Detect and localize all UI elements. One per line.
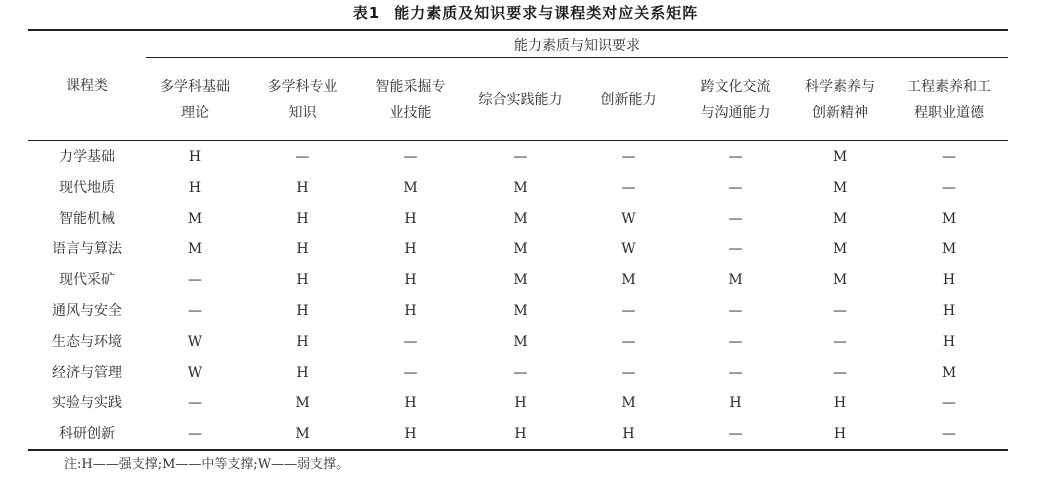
table-cell: M [513, 210, 528, 227]
table-cell: M [832, 149, 848, 165]
table-cell: — [621, 149, 636, 165]
row-label: 实验与实践 [52, 395, 122, 412]
table-row [28, 205, 1008, 233]
row-label: 经济与管理 [52, 364, 122, 381]
table-cell: — [728, 241, 743, 258]
table-cell: H [622, 426, 635, 443]
table-cell: H [729, 395, 742, 412]
column-header: 智能采掘专 业技能 [375, 79, 446, 121]
column-header: 多学科基础 理论 [160, 79, 230, 121]
table-cell: W [187, 364, 203, 381]
column-header: 跨文化交流 与沟通能力 [700, 79, 771, 121]
table-cell: M [513, 241, 528, 258]
table-cell: — [942, 179, 956, 196]
table-cell: — [833, 303, 847, 319]
table-cell: — [728, 333, 743, 350]
row-label: 智能机械 [59, 210, 115, 227]
table-row [28, 266, 1008, 294]
row-label: 科研创新 [59, 426, 115, 443]
table-cell: — [188, 303, 202, 319]
table-cell: — [403, 333, 418, 350]
table-row [28, 359, 1008, 387]
table-row [28, 420, 1008, 448]
table-cell: H [296, 303, 309, 319]
top-rule [28, 29, 1008, 31]
table-cell: — [728, 179, 743, 196]
table-cell: H [296, 272, 309, 289]
table-row [28, 328, 1008, 356]
table-cell: W [621, 210, 636, 227]
table-cell: H [296, 241, 309, 258]
row-label: 语言与算法 [52, 241, 122, 258]
table-cell: M [728, 272, 743, 289]
table-cell: W [621, 241, 636, 258]
table-cell: — [942, 395, 956, 412]
column-header: 综合实践能力 [478, 92, 563, 108]
row-label: 力学基础 [59, 149, 115, 165]
table-cell: M [295, 426, 310, 443]
column-header: 多学科专业 知识 [267, 79, 338, 121]
table-cell: — [513, 149, 528, 165]
table-row [28, 143, 1008, 171]
column-header: 工程素养和工 程职业道德 [907, 79, 991, 121]
table-cell: M [832, 272, 848, 289]
table-cell: H [404, 303, 417, 319]
table-caption: 能力素质及知识要求与课程类对应关系矩阵 [394, 4, 699, 22]
table-cell: M [832, 179, 848, 196]
table-cell: M [187, 241, 203, 258]
group-rule [146, 57, 1008, 58]
table-cell: M [513, 333, 528, 350]
table-cell: W [187, 333, 203, 350]
table-cell: H [942, 272, 956, 289]
table-cell: M [513, 303, 528, 319]
table-cell: H [514, 426, 527, 443]
table-cell: H [942, 333, 956, 350]
table-cell: — [188, 395, 202, 412]
table-cell: M [295, 395, 310, 412]
table-cell: H [514, 395, 527, 412]
table-cell: H [404, 426, 417, 443]
table-cell: H [296, 179, 309, 196]
table-cell: — [942, 426, 956, 443]
table-row [28, 297, 1008, 325]
table-cell: — [513, 364, 528, 381]
table-cell: H [942, 303, 956, 319]
table-cell: H [296, 364, 309, 381]
table-cell: — [621, 364, 636, 381]
table-cell: — [295, 149, 310, 165]
row-label: 通风与安全 [52, 303, 122, 319]
table-cell: — [942, 149, 956, 165]
table-cell: M [187, 210, 203, 227]
group-header: 能力素质与知识要求 [514, 38, 640, 54]
table-cell: M [621, 272, 636, 289]
table-cell: M [832, 210, 848, 227]
table-cell: M [941, 364, 957, 381]
row-label: 现代采矿 [59, 272, 115, 289]
table-cell: H [296, 333, 309, 350]
table-cell: M [513, 272, 528, 289]
table-cell: H [404, 395, 417, 412]
table-title [0, 2, 1051, 22]
table-row [28, 235, 1008, 263]
table-cell: — [621, 303, 636, 319]
table-cell: — [833, 333, 847, 350]
table-cell: M [621, 395, 636, 412]
table-cell: M [513, 179, 528, 196]
table-cell: — [188, 426, 202, 443]
table-cell: H [833, 426, 847, 443]
table-cell: M [941, 241, 957, 258]
table-row [28, 389, 1008, 417]
table-cell: H [404, 210, 417, 227]
row-label: 现代地质 [59, 179, 115, 196]
bottom-rule [28, 449, 1008, 451]
table-note: 注:H——强支撑;M——中等支撑;W——弱支撑。 [64, 457, 350, 472]
table-cell: H [188, 149, 202, 165]
table-cell: — [728, 303, 743, 319]
row-header: 课程类 [66, 78, 108, 94]
table-cell: H [296, 210, 309, 227]
table-cell: M [832, 241, 848, 258]
table-cell: — [728, 426, 743, 443]
table-cell: M [941, 210, 957, 227]
table-cell: H [833, 395, 847, 412]
table-cell: H [404, 241, 417, 258]
table-cell: — [728, 149, 743, 165]
header-rule [28, 140, 1008, 141]
table-cell: H [404, 272, 417, 289]
table-cell: — [188, 272, 202, 289]
table-cell: — [621, 179, 636, 196]
table-cell: — [728, 364, 743, 381]
table-cell: — [728, 210, 743, 227]
table-row [28, 174, 1008, 202]
table-cell: — [403, 149, 418, 165]
table-cell: — [833, 364, 847, 381]
row-label: 生态与环境 [52, 333, 122, 350]
table-number: 表1 [352, 4, 381, 22]
column-header: 科学素养与 创新精神 [805, 79, 875, 121]
table-cell: M [403, 179, 418, 196]
table-cell: — [403, 364, 418, 381]
table-cell: H [188, 179, 202, 196]
column-header: 创新能力 [600, 92, 657, 108]
table-cell: — [621, 333, 636, 350]
